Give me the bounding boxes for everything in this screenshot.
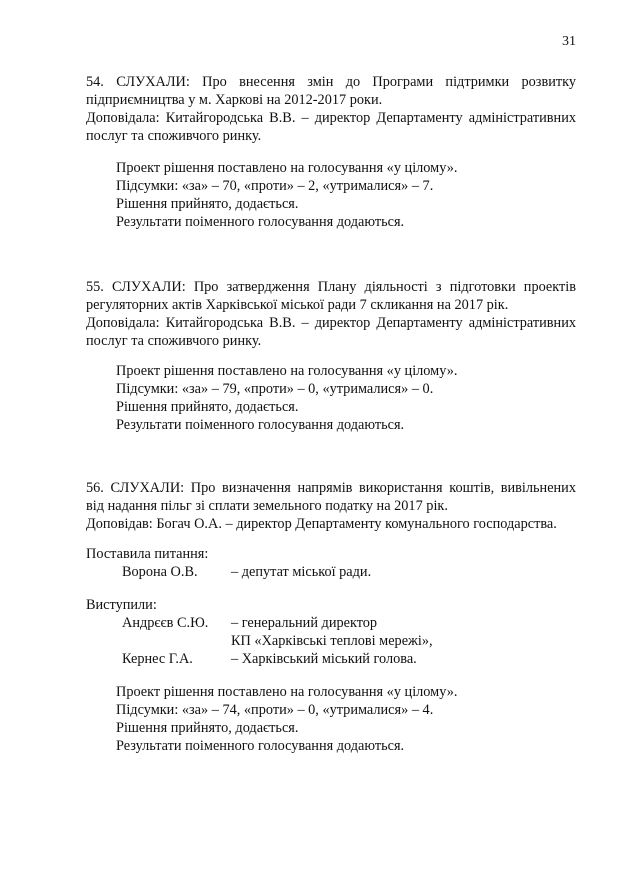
speaker-1-role-cont: КП «Харківські теплові мережі», bbox=[231, 633, 433, 649]
speaker-1-name: Андрєєв С.Ю. bbox=[122, 615, 209, 631]
item-56-vote bbox=[86, 683, 606, 755]
item-54-speaker-line-2: послуг та споживчого ринку. bbox=[86, 128, 262, 144]
item-55-speaker bbox=[86, 314, 576, 350]
item-55-heading-line-1: 55. СЛУХАЛИ: Про затвердження Плану діяльності з підготовки проектів bbox=[86, 279, 576, 295]
item-54-vote bbox=[86, 159, 606, 231]
item-54-speaker-line-1: Доповідала: Китайгородська В.В. – директор Департаменту адміністративних bbox=[86, 110, 576, 126]
raised-role: – депутат міської ради. bbox=[231, 564, 372, 580]
item-55-speaker-line-1: Доповідала: Китайгородська В.В. – директор Департаменту адміністративних bbox=[86, 315, 576, 331]
item-54-vote-line-3: Рішення прийнято, додається. bbox=[116, 196, 299, 212]
item-56-heading-line-1: 56. СЛУХАЛИ: Про визначення напрямів використання коштів, вивільнених bbox=[86, 480, 576, 496]
raised-name: Ворона О.В. bbox=[122, 564, 198, 580]
speaker-2-name: Кернес Г.А. bbox=[122, 651, 193, 667]
item-55-vote bbox=[86, 362, 606, 434]
item-56-heading-line-2: від надання пільг зі сплати земельного податку на 2017 рік. bbox=[86, 498, 448, 514]
item-56-speaker bbox=[86, 515, 576, 533]
item-55-vote-line-3: Рішення прийнято, додається. bbox=[116, 399, 299, 415]
item-55-speaker-line-2: послуг та споживчого ринку. bbox=[86, 333, 262, 349]
item-56-vote-line-1: Проект рішення поставлено на голосування «у цілому». bbox=[116, 684, 458, 700]
item-56-vote-line-3: Рішення прийнято, додається. bbox=[116, 720, 299, 736]
item-54-speaker bbox=[86, 109, 576, 145]
speaker-1-role: – генеральний директор bbox=[231, 615, 378, 631]
speakers-label: Виступили: bbox=[86, 597, 157, 613]
item-54-vote-line-2: Підсумки: «за» – 70, «проти» – 2, «утрималися» – 7. bbox=[116, 178, 434, 194]
item-56-speaker-line-1: Доповідав: Богач О.А. – директор Департаменту комунального господарства. bbox=[86, 516, 557, 532]
item-54-heading-line-2: підприємництва у м. Харкові на 2012-2017 роки. bbox=[86, 92, 383, 108]
item-55-vote-line-4: Результати поіменного голосування додаються. bbox=[116, 417, 405, 433]
speaker-2-role: – Харківський міський голова. bbox=[231, 651, 417, 667]
item-54-vote-line-1: Проект рішення поставлено на голосування «у цілому». bbox=[116, 160, 458, 176]
item-55-vote-line-2: Підсумки: «за» – 79, «проти» – 0, «утрималися» – 0. bbox=[116, 381, 434, 397]
item-56-vote-line-4: Результати поіменного голосування додаються. bbox=[116, 738, 405, 754]
item-56-vote-line-2: Підсумки: «за» – 74, «проти» – 0, «утрималися» – 4. bbox=[116, 702, 434, 718]
item-54-heading bbox=[86, 73, 576, 109]
item-54-heading-line-1: 54. СЛУХАЛИ: Про внесення змін до Програми підтримки розвитку bbox=[86, 74, 576, 90]
item-56-heading bbox=[86, 479, 576, 515]
item-54-vote-line-4: Результати поіменного голосування додаються. bbox=[116, 214, 405, 230]
item-55-heading-line-2: регуляторних актів Харківської міської ради 7 скликання на 2017 рік. bbox=[86, 297, 509, 313]
item-55-heading bbox=[86, 278, 576, 314]
item-55-vote-line-1: Проект рішення поставлено на голосування «у цілому». bbox=[116, 363, 458, 379]
page-number: 31 bbox=[562, 34, 576, 49]
raised-label: Поставила питання: bbox=[86, 546, 209, 562]
